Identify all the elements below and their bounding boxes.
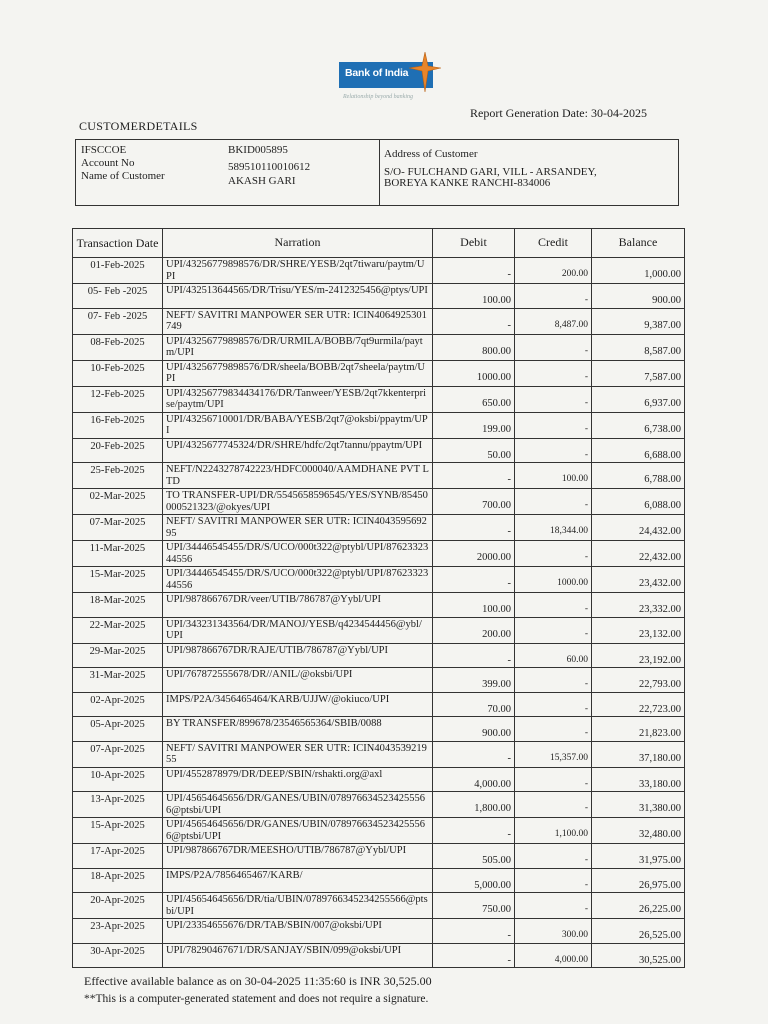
balance-cell: 6,688.00	[592, 438, 685, 463]
table-row	[73, 717, 685, 742]
balance-cell: 6,788.00	[592, 463, 685, 489]
narration-cell: UPI/78290467671/DR/SANJAY/SBIN/099@oksbi/UPI	[163, 943, 433, 968]
table-row	[73, 617, 685, 643]
balance-cell: 24,432.00	[592, 515, 685, 541]
credit-cell: -	[515, 360, 592, 386]
balance-cell: 23,192.00	[592, 643, 685, 668]
table-row	[73, 258, 685, 284]
report-generation-date: Report Generation Date: 30-04-2025	[470, 106, 647, 120]
table-row	[73, 308, 685, 334]
table-row	[73, 919, 685, 944]
debit-cell: 4,000.00	[433, 767, 515, 792]
table-row	[73, 943, 685, 968]
balance-cell: 6,088.00	[592, 489, 685, 515]
address-line-2: BOREYA KANKE RANCHI-834006	[384, 177, 551, 189]
credit-cell: -	[515, 792, 592, 818]
transaction-date-cell: 30-Apr-2025	[73, 943, 163, 968]
narration-cell: UPI/45654645656/DR/GANES/UBIN/0789766345234255566@ptsbi/UPI	[163, 818, 433, 844]
credit-cell: 300.00	[515, 919, 592, 944]
debit-cell: -	[433, 818, 515, 844]
transaction-date-cell: 25-Feb-2025	[73, 463, 163, 489]
narration-cell: UPI/43256779834434176/DR/Tanweer/YESB/2qt7kkenterprise/paytm/UPI	[163, 386, 433, 412]
narration-cell: UPI/43256779898576/DR/SHRE/YESB/2qt7tiwaru/paytm/UPI	[163, 258, 433, 284]
balance-cell: 22,723.00	[592, 692, 685, 717]
transaction-date-cell: 20-Feb-2025	[73, 438, 163, 463]
narration-cell: UPI/432513644565/DR/Trisu/YES/m-2412325456@ptys/UPI	[163, 284, 433, 309]
balance-cell: 37,180.00	[592, 741, 685, 767]
ifsc-label: IFSCCOE	[81, 144, 127, 156]
transaction-date-cell: 05-Apr-2025	[73, 717, 163, 742]
header-date: Transaction Date	[73, 229, 163, 258]
narration-cell: NEFT/N2243278742223/HDFC000040/AAMDHANE PVT LTD	[163, 463, 433, 489]
address-label: Address of Customer	[384, 148, 478, 160]
narration-cell: UPI/43256779898576/DR/sheela/BOBB/2qt7sheela/paytm/UPI	[163, 360, 433, 386]
debit-cell: 100.00	[433, 284, 515, 309]
debit-cell: 100.00	[433, 593, 515, 618]
table-row	[73, 463, 685, 489]
balance-cell: 33,180.00	[592, 767, 685, 792]
address-line-1: S/O- FULCHAND GARI, VILL - ARSANDEY,	[384, 166, 597, 178]
debit-cell: 50.00	[433, 438, 515, 463]
credit-cell: -	[515, 668, 592, 693]
credit-cell: 100.00	[515, 463, 592, 489]
narration-cell: NEFT/ SAVITRI MANPOWER SER UTR: ICIN4064925301749	[163, 308, 433, 334]
table-row	[73, 893, 685, 919]
transaction-date-cell: 10-Apr-2025	[73, 767, 163, 792]
debit-cell: -	[433, 741, 515, 767]
table-row	[73, 792, 685, 818]
balance-cell: 21,823.00	[592, 717, 685, 742]
credit-cell: -	[515, 593, 592, 618]
credit-cell: -	[515, 386, 592, 412]
credit-cell: -	[515, 284, 592, 309]
transaction-date-cell: 01-Feb-2025	[73, 258, 163, 284]
table-row	[73, 844, 685, 869]
transaction-date-cell: 23-Apr-2025	[73, 919, 163, 944]
credit-cell: 4,000.00	[515, 943, 592, 968]
debit-cell: -	[433, 943, 515, 968]
narration-cell: UPI/767872555678/DR//ANIL/@oksbi/UPI	[163, 668, 433, 693]
balance-cell: 23,132.00	[592, 617, 685, 643]
table-row	[73, 284, 685, 309]
credit-cell: -	[515, 617, 592, 643]
balance-cell: 8,587.00	[592, 334, 685, 360]
transaction-date-cell: 17-Apr-2025	[73, 844, 163, 869]
narration-cell: UPI/45654645656/DR/tia/UBIN/0789766345234255566@ptsbi/UPI	[163, 893, 433, 919]
credit-cell: -	[515, 334, 592, 360]
credit-cell: -	[515, 541, 592, 567]
balance-cell: 31,975.00	[592, 844, 685, 869]
account-number-label: Account No	[81, 157, 135, 169]
credit-cell: -	[515, 893, 592, 919]
transaction-date-cell: 02-Apr-2025	[73, 692, 163, 717]
table-row	[73, 692, 685, 717]
transaction-date-cell: 11-Mar-2025	[73, 541, 163, 567]
table-row	[73, 818, 685, 844]
credit-cell: -	[515, 767, 592, 792]
disclaimer: **This is a computer-generated statement and does not require a signature.	[84, 993, 429, 1005]
debit-cell: 1,800.00	[433, 792, 515, 818]
credit-cell: 18,344.00	[515, 515, 592, 541]
debit-cell: -	[433, 515, 515, 541]
debit-cell: 505.00	[433, 844, 515, 869]
transaction-date-cell: 20-Apr-2025	[73, 893, 163, 919]
transaction-date-cell: 15-Mar-2025	[73, 567, 163, 593]
header-credit: Credit	[515, 229, 592, 258]
credit-cell: 1000.00	[515, 567, 592, 593]
table-row	[73, 567, 685, 593]
balance-cell: 22,432.00	[592, 541, 685, 567]
balance-cell: 26,225.00	[592, 893, 685, 919]
table-row	[73, 412, 685, 438]
credit-cell: -	[515, 844, 592, 869]
balance-cell: 23,332.00	[592, 593, 685, 618]
narration-cell: UPI/343231343564/DR/MANOJ/YESB/q4234544456@ybl/UPI	[163, 617, 433, 643]
narration-cell: UPI/4325677745324/DR/SHRE/hdfc/2qt7tannu/ppaytm/UPI	[163, 438, 433, 463]
transaction-date-cell: 07-Apr-2025	[73, 741, 163, 767]
credit-cell: 1,100.00	[515, 818, 592, 844]
transaction-date-cell: 12-Feb-2025	[73, 386, 163, 412]
transaction-date-cell: 15-Apr-2025	[73, 818, 163, 844]
table-row	[73, 515, 685, 541]
narration-cell: IMPS/P2A/3456465464/KARB/UJJW/@okiuco/UPI	[163, 692, 433, 717]
transaction-date-cell: 02-Mar-2025	[73, 489, 163, 515]
credit-cell: 60.00	[515, 643, 592, 668]
transaction-date-cell: 10-Feb-2025	[73, 360, 163, 386]
balance-cell: 30,525.00	[592, 943, 685, 968]
credit-cell: -	[515, 868, 592, 893]
debit-cell: -	[433, 567, 515, 593]
customer-name-value: AKASH GARI	[228, 175, 296, 187]
table-row	[73, 541, 685, 567]
table-header-row	[73, 229, 685, 258]
debit-cell: 2000.00	[433, 541, 515, 567]
narration-cell: IMPS/P2A/7856465467/KARB/	[163, 868, 433, 893]
transaction-date-cell: 29-Mar-2025	[73, 643, 163, 668]
table-row	[73, 386, 685, 412]
narration-cell: TO TRANSFER-UPI/DR/5545658596545/YES/SYNB/85450000521323/@okyes/UPI	[163, 489, 433, 515]
debit-cell: 900.00	[433, 717, 515, 742]
bank-logo	[339, 56, 439, 96]
transaction-date-cell: 18-Mar-2025	[73, 593, 163, 618]
debit-cell: -	[433, 308, 515, 334]
balance-cell: 6,937.00	[592, 386, 685, 412]
table-row	[73, 767, 685, 792]
debit-cell: 399.00	[433, 668, 515, 693]
transaction-date-cell: 16-Feb-2025	[73, 412, 163, 438]
narration-cell: UPI/34446545455/DR/S/UCO/000t322@ptybl/UPI/8762332344556	[163, 567, 433, 593]
balance-cell: 26,975.00	[592, 868, 685, 893]
narration-cell: UPI/23354655676/DR/TAB/SBIN/007@oksbi/UPI	[163, 919, 433, 944]
debit-cell: -	[433, 643, 515, 668]
table-row	[73, 643, 685, 668]
credit-cell: -	[515, 412, 592, 438]
transaction-date-cell: 22-Mar-2025	[73, 617, 163, 643]
transaction-date-cell: 18-Apr-2025	[73, 868, 163, 893]
balance-cell: 23,432.00	[592, 567, 685, 593]
table-row	[73, 868, 685, 893]
credit-cell: 15,357.00	[515, 741, 592, 767]
balance-cell: 32,480.00	[592, 818, 685, 844]
star-icon	[409, 52, 441, 92]
effective-balance-note: Effective available balance as on 30-04-2025 11:35:60 is INR 30,525.00	[84, 974, 432, 988]
balance-cell: 6,738.00	[592, 412, 685, 438]
debit-cell: 70.00	[433, 692, 515, 717]
debit-cell: -	[433, 258, 515, 284]
narration-cell: UPI/34446545455/DR/S/UCO/000t322@ptybl/UPI/8762332344556	[163, 541, 433, 567]
narration-cell: UPI/43256710001/DR/BABA/YESB/2qt7@oksbi/ppaytm/UPI	[163, 412, 433, 438]
transaction-date-cell: 13-Apr-2025	[73, 792, 163, 818]
narration-cell: UPI/43256779898576/DR/URMILA/BOBB/7qt9urmila/paytm/UPI	[163, 334, 433, 360]
logo-tagline: Relationship beyond banking	[343, 94, 413, 100]
credit-cell: 8,487.00	[515, 308, 592, 334]
narration-cell: UPI/45654645656/DR/GANES/UBIN/0789766345234255566@ptsbi/UPI	[163, 792, 433, 818]
transaction-date-cell: 08-Feb-2025	[73, 334, 163, 360]
table-row	[73, 741, 685, 767]
debit-cell: 200.00	[433, 617, 515, 643]
balance-cell: 22,793.00	[592, 668, 685, 693]
header-debit: Debit	[433, 229, 515, 258]
credit-cell: 200.00	[515, 258, 592, 284]
credit-cell: -	[515, 438, 592, 463]
account-number-value: 589510110010612	[228, 161, 311, 173]
table-row	[73, 489, 685, 515]
narration-cell: NEFT/ SAVITRI MANPOWER SER UTR: ICIN404353921955	[163, 741, 433, 767]
debit-cell: 700.00	[433, 489, 515, 515]
logo-text: Bank of India	[345, 67, 409, 79]
debit-cell: 650.00	[433, 386, 515, 412]
table-row	[73, 593, 685, 618]
narration-cell: UPI/987866767DR/RAJE/UTIB/786787@Yybl/UPI	[163, 643, 433, 668]
credit-cell: -	[515, 717, 592, 742]
narration-cell: UPI/4552878979/DR/DEEP/SBIN/rshakti.org@axl	[163, 767, 433, 792]
balance-cell: 9,387.00	[592, 308, 685, 334]
header-narration: Narration	[163, 229, 433, 258]
balance-cell: 1,000.00	[592, 258, 685, 284]
narration-cell: BY TRANSFER/899678/23546565364/SBIB/0088	[163, 717, 433, 742]
transaction-date-cell: 07-Mar-2025	[73, 515, 163, 541]
debit-cell: 750.00	[433, 893, 515, 919]
transaction-table	[72, 228, 685, 968]
debit-cell: 199.00	[433, 412, 515, 438]
debit-cell: 800.00	[433, 334, 515, 360]
debit-cell: -	[433, 919, 515, 944]
transaction-date-cell: 31-Mar-2025	[73, 668, 163, 693]
header-balance: Balance	[592, 229, 685, 258]
credit-cell: -	[515, 692, 592, 717]
credit-cell: -	[515, 489, 592, 515]
balance-cell: 26,525.00	[592, 919, 685, 944]
balance-cell: 7,587.00	[592, 360, 685, 386]
narration-cell: UPI/987866767DR/veer/UTIB/786787@Yybl/UPI	[163, 593, 433, 618]
debit-cell: 5,000.00	[433, 868, 515, 893]
debit-cell: -	[433, 463, 515, 489]
table-row	[73, 438, 685, 463]
balance-cell: 900.00	[592, 284, 685, 309]
ifsc-value: BKID005895	[228, 144, 288, 156]
narration-cell: NEFT/ SAVITRI MANPOWER SER UTR: ICIN404359569295	[163, 515, 433, 541]
narration-cell: UPI/987866767DR/MEESHO/UTIB/786787@Yybl/UPI	[163, 844, 433, 869]
table-row	[73, 360, 685, 386]
section-title: CUSTOMERDETAILS	[79, 119, 198, 133]
customer-details-box	[75, 139, 679, 206]
divider	[379, 140, 380, 205]
customer-name-label: Name of Customer	[81, 170, 165, 182]
table-row	[73, 334, 685, 360]
table-row	[73, 668, 685, 693]
debit-cell: 1000.00	[433, 360, 515, 386]
transaction-date-cell: 05- Feb -2025	[73, 284, 163, 309]
transaction-date-cell: 07- Feb -2025	[73, 308, 163, 334]
balance-cell: 31,380.00	[592, 792, 685, 818]
